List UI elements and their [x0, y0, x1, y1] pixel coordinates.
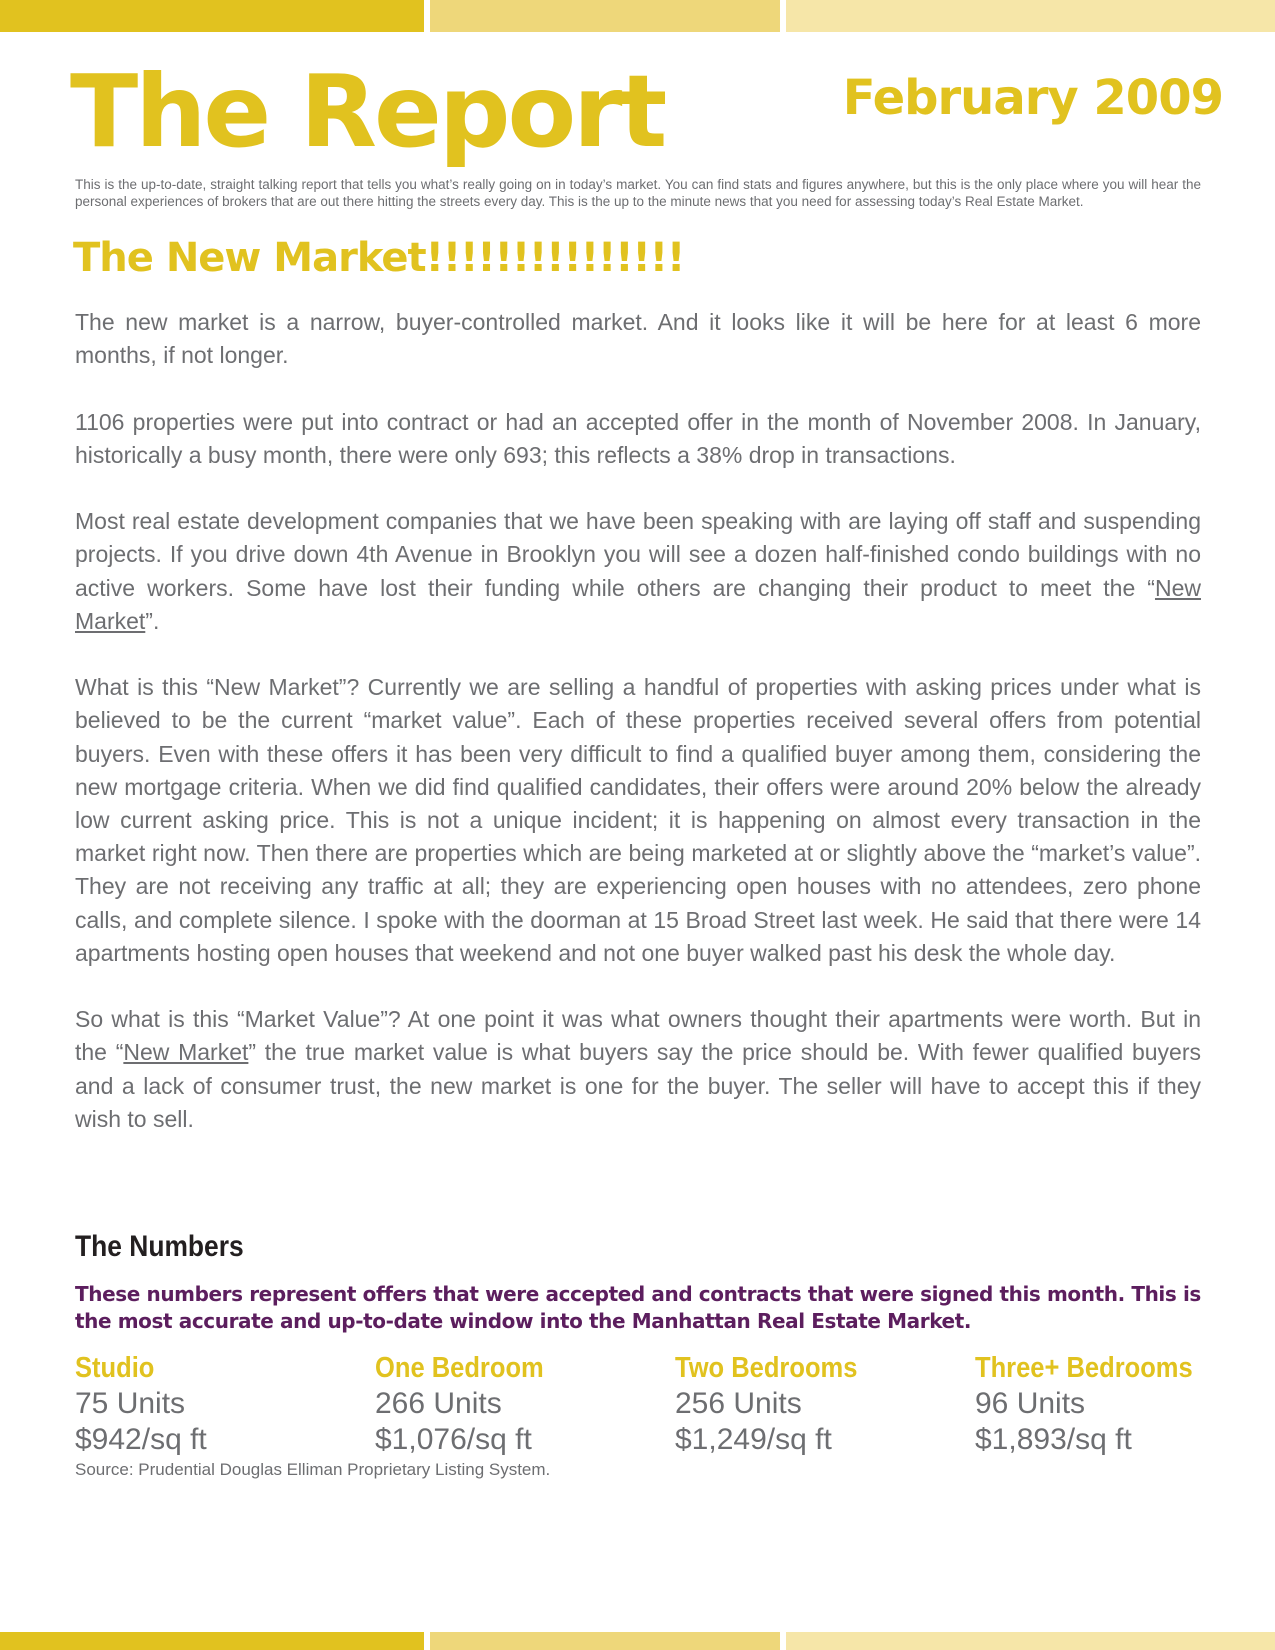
stat-name: Three+ Bedrooms	[975, 1352, 1193, 1384]
article-paragraph-5	[75, 1003, 1201, 1136]
paragraph-text: ” the true market value is what buyers say the price should be. With fewer qualified buyers and a lack of consumer trust, the new market is one for the buyer. The seller will have to accept this if they wish to sell.	[75, 1039, 1201, 1132]
numbers-description: These numbers represent offers that were accepted and contracts that were signed this month. This is the most accurate and up-to-date window into the Manhattan Real Estate Market.	[75, 1282, 1201, 1333]
top-bar-segment	[0, 0, 424, 32]
article-paragraph-3	[75, 505, 1201, 638]
bottom-bar-segment	[786, 1632, 1275, 1650]
top-bar-segment	[430, 0, 780, 32]
stat-price: $1,893/sq ft	[975, 1423, 1132, 1456]
numbers-title: The Numbers	[75, 1230, 244, 1263]
stat-units: 96 Units	[975, 1387, 1086, 1420]
source-note: Source: Prudential Douglas Elliman Proprietary Listing System.	[75, 1460, 551, 1479]
paragraph-text: Most real estate development companies that we have been speaking with are laying off staff and suspending projects. If you drive down 4th Avenue in Brooklyn you will see a dozen half-finished condo buildings with no active workers. Some have lost their funding while others are changing their product to meet the “	[75, 508, 1201, 601]
stat-units: 256 Units	[675, 1387, 802, 1420]
article-paragraph-4: What is this “New Market”? Currently we are selling a handful of properties with asking prices under what is believed to be the current “market value”. Each of these properties received several offers from potential buyers. Even with these offers it has been very difficult to find a qualified buyer among them, considering the new mortgage criteria. When we did find qualified candidates, their offers were around 20% below the already low current asking price. This is not a unique incident; it is happening on almost every transaction in the market right now. Then there are properties which are being marketed at or slightly above the “market’s value”. They are not receiving any traffic at all; they are experiencing open houses with no attendees, zero phone calls, and complete silence. I spoke with the doorman at 15 Broad Street last week. He said that there were 14 apartments hosting open houses that weekend and not one buyer walked past his desk the whole day.	[75, 674, 1201, 966]
bottom-bar-segment	[0, 1632, 424, 1650]
new-market-link[interactable]: New Market	[123, 1039, 249, 1066]
top-bar-segment	[786, 0, 1275, 32]
article-paragraph-1: The new market is a narrow, buyer-controlled market. And it looks like it will be here for at least 6 more months, if not longer.	[75, 309, 1201, 369]
intro-paragraph: This is the up-to-date, straight talking report that tells you what’s really going on in today’s market. You can find stats and figures anywhere, but this is the only place where you will hear the personal experiences of brokers that are out there hitting the streets every day. This is the up to the minute news that you need for assessing today’s Real Estate Market.	[75, 177, 1201, 209]
stat-name: Two Bedrooms	[675, 1352, 858, 1384]
stat-name: One Bedroom	[375, 1352, 544, 1384]
report-date: February 2009	[842, 70, 1223, 126]
bottom-bar-segment	[430, 1632, 780, 1650]
paragraph-text: ”.	[145, 607, 160, 634]
new-market-link[interactable]: New Market	[75, 574, 1201, 634]
stat-units: 266 Units	[375, 1387, 502, 1420]
stat-price: $1,249/sq ft	[675, 1423, 832, 1456]
stat-three-plus-bedrooms	[975, 1350, 1265, 1458]
report-title: The Report	[70, 53, 665, 170]
stat-name: Studio	[75, 1352, 155, 1384]
paragraph-text: So what is this “Market Value”? At one point it was what owners thought their apartments were worth. But in the “	[75, 1006, 1201, 1066]
stat-two-bedrooms	[675, 1350, 965, 1458]
top-color-bar	[0, 0, 1275, 32]
stat-price: $942/sq ft	[75, 1423, 207, 1456]
section-title: The New Market!!!!!!!!!!!!!!!	[73, 235, 685, 281]
bottom-color-bar	[0, 1632, 1275, 1650]
article-paragraph-2: 1106 properties were put into contract or had an accepted offer in the month of November 2008. In January, historically a busy month, there were only 693; this reflects a 38% drop in transactions.	[75, 408, 1201, 468]
stat-units: 75 Units	[75, 1387, 186, 1420]
stat-price: $1,076/sq ft	[375, 1423, 532, 1456]
stat-studio	[75, 1350, 365, 1458]
article-body	[75, 306, 1201, 1169]
stat-one-bedroom	[375, 1350, 665, 1458]
